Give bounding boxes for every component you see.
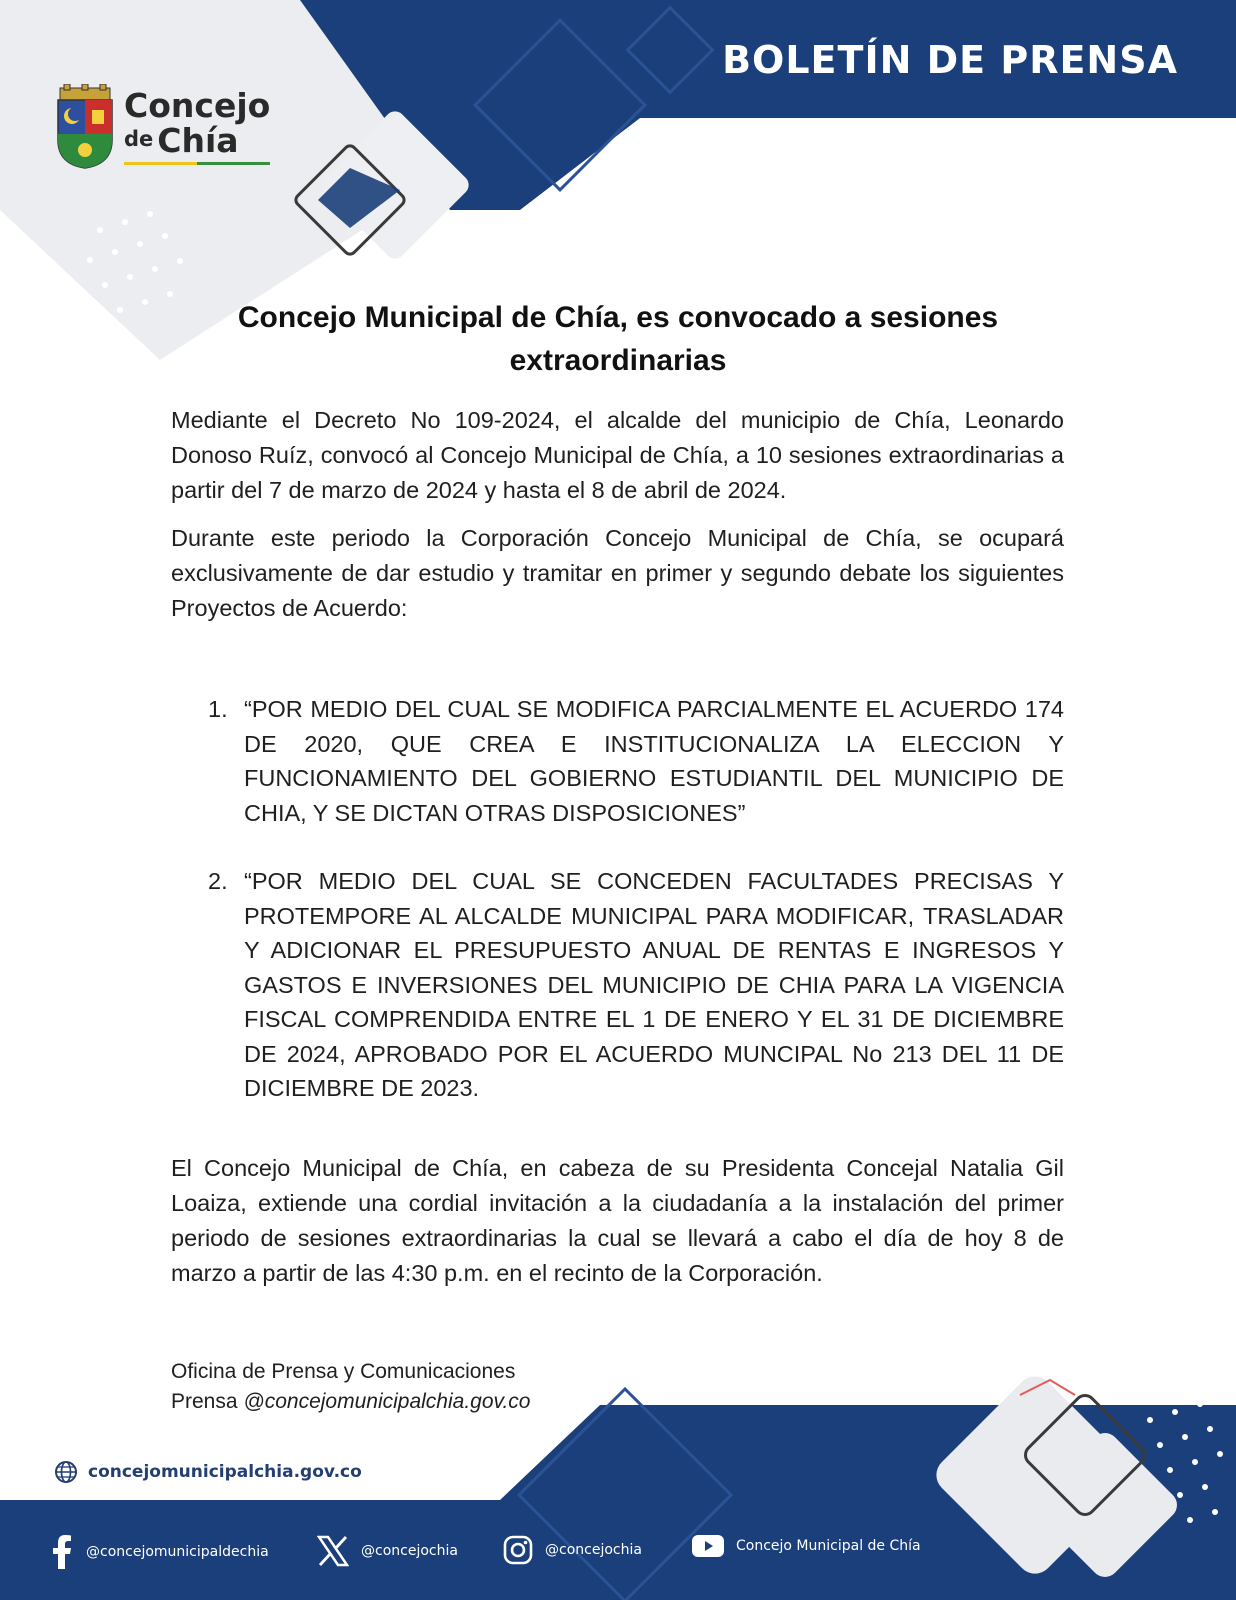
header-title: BOLETÍN DE PRENSA: [722, 38, 1178, 82]
document-title: [160, 296, 1076, 382]
logo: [54, 84, 270, 170]
instagram-handle: @concejochia: [545, 1542, 642, 1558]
coat-of-arms-icon: [54, 84, 116, 170]
social-facebook[interactable]: [50, 1535, 269, 1569]
social-x[interactable]: [317, 1535, 458, 1567]
signoff-contact: [171, 1387, 530, 1417]
social-instagram[interactable]: [503, 1535, 642, 1565]
signoff-office: Oficina de Prensa y Comunicaciones: [171, 1360, 516, 1383]
list-item-text: “POR MEDIO DEL CUAL SE CONCEDEN FACULTADES PRECISAS Y PROTEMPORE AL ALCALDE MUNICIPAL PARA MODIFICAR, TRASLADAR Y ADICIONAR EL PRESUPUESTO ANUAL DE RENTAS E INGRESOS Y GASTOS E INVERSIONES DEL MUNICIPIO DE CHIA PARA LA VIGENCIA FISCAL COMPRENDIDA ENTRE EL 1 DE ENERO Y EL 31 DE DICIEMBRE DE 2024, APROBADO POR EL ACUERDO MUNCIPAL No 213 DEL 11 DE DICIEMBRE DE 2023.: [244, 868, 1064, 1101]
signoff: [171, 1357, 530, 1417]
social-youtube[interactable]: [692, 1535, 921, 1557]
facebook-icon: [50, 1535, 74, 1569]
title-line1: Concejo Municipal de Chía, es convocado a sesiones: [237, 301, 999, 334]
list-item-number: 1.: [208, 696, 228, 722]
list-item-text: “POR MEDIO DEL CUAL SE MODIFICA PARCIALMENTE EL ACUERDO 174 DE 2020, QUE CREA E INSTITUCIONALIZA LA ELECCION Y FUNCIONAMIENTO DEL GOBIERNO ESTUDIANTIL DEL MUNICIPIO DE CHIA, Y SE DICTAN OTRAS DISPOSICIONES”: [244, 696, 1064, 826]
logo-line1: Concejo: [124, 86, 271, 125]
facebook-handle: @concejomunicipaldechia: [86, 1544, 269, 1560]
paragraph-3: El Concejo Municipal de Chía, en cabeza de su Presidenta Concejal Natalia Gil Loaiza, extiende una cordial invitación a la ciudadanía a la instalación del primer periodo de sesiones extraordinarias la cual se llevará a cabo el día de hoy 8 de marzo a partir de las 4:30 p.m. en el recinto de la Corporación.: [171, 1155, 1064, 1286]
logo-line2-small: de: [124, 127, 154, 151]
paragraph-1: Mediante el Decreto No 109-2024, el alcalde del municipio de Chía, Leonardo Donoso Ruíz, convocó al Concejo Municipal de Chía, a 10 sesiones extraordinarias a partir del 7 de marzo de 2024 y hasta el 8 de abril de 2024.: [171, 407, 1064, 503]
x-handle: @concejochia: [361, 1543, 458, 1559]
globe-icon: [54, 1460, 78, 1484]
title-line2: extraordinarias: [509, 344, 727, 377]
youtube-icon: [692, 1535, 724, 1557]
list-item-number: 2.: [208, 868, 228, 894]
project-list: [208, 692, 1064, 1106]
instagram-icon: [503, 1535, 533, 1565]
youtube-channel: Concejo Municipal de Chía: [736, 1538, 921, 1554]
list-item: [208, 692, 1064, 830]
logo-underline: [124, 162, 270, 165]
x-logo-icon: [317, 1535, 349, 1567]
signoff-email[interactable]: @concejomunicipalchia.gov.co: [243, 1390, 531, 1413]
signoff-prefix: Prensa: [171, 1390, 238, 1413]
list-item: [208, 864, 1064, 1106]
paragraph-2: Durante este periodo la Corporación Concejo Municipal de Chía, se ocupará exclusivamente de dar estudio y tramitar en primer y segundo debate los siguientes Proyectos de Acuerdo:: [171, 525, 1064, 621]
logo-line2: [124, 121, 270, 160]
website-text: concejomunicipalchia.gov.co: [88, 1462, 362, 1482]
website-link[interactable]: [54, 1460, 362, 1484]
logo-line2-big: Chía: [157, 121, 239, 160]
